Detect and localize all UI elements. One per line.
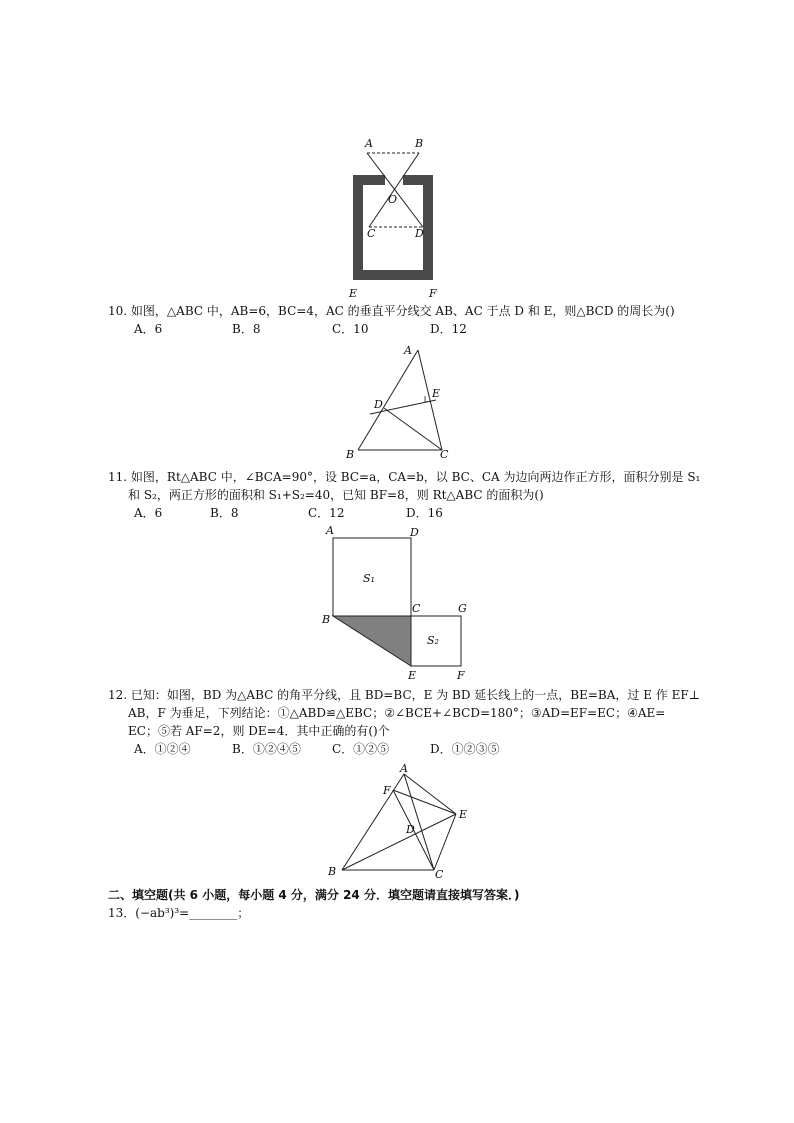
q12-label-F: F (383, 784, 391, 797)
q10-option-a: A．6 (134, 322, 163, 336)
q10-figure (340, 342, 460, 462)
q12-line1 (108, 687, 700, 704)
q10-label-D: D (374, 398, 383, 411)
q10-option-c: C．10 (332, 322, 369, 336)
q11-option-a: A．6 (134, 506, 163, 520)
figure-u-frame (335, 135, 455, 303)
q12-options (134, 741, 534, 758)
label-E: E (349, 287, 358, 300)
label-F: F (429, 287, 437, 300)
q10-label-A: A (404, 344, 412, 357)
q11-label-S1: S₁ (363, 572, 375, 585)
q10-label-C: C (440, 448, 449, 461)
q11-line1 (108, 469, 700, 486)
label-C: C (367, 227, 376, 240)
q12-stem-1: 已知：如图，BD 为△ABC 的角平分线，且 BD=BC，E 为 BD 延长线上的一点，BE=BA，过 E 作 EF⊥ (130, 688, 700, 702)
q13-text: 13．(−ab³)³=________； (108, 906, 250, 920)
q12-label-C: C (435, 868, 444, 881)
q11-label-D: D (410, 526, 419, 539)
q12-label-E: E (459, 808, 468, 821)
q12-option-b: B．①②④⑤ (232, 742, 301, 756)
q12-option-c: C．①②⑤ (332, 742, 390, 756)
q11-stem-2: 和 S₂，两正方形的面积和 S₁+S₂=40，已知 BF=8，则 Rt△ABC 的面积为() (128, 488, 544, 502)
q11-label-B: B (322, 613, 331, 626)
q10-label-E: E (432, 387, 441, 400)
q12-stem-3: EC；⑤若 AF=2，则 DE=4．其中正确的有()个 (128, 724, 390, 738)
q11-option-b: B．8 (210, 506, 239, 520)
q10-number: 10. (108, 304, 128, 318)
q12-label-A: A (400, 762, 408, 775)
q11-options (134, 505, 534, 522)
q12-line3 (128, 723, 390, 740)
label-A: A (365, 137, 373, 150)
q11-label-G: G (458, 602, 467, 615)
q10-label-B: B (346, 448, 355, 461)
q11-label-A: A (326, 524, 334, 537)
q10-stem: 如图，△ABC 中，AB=6，BC=4，AC 的垂直平分线交 AB、AC 于点 D 和 E，则△BCD 的周长为() (130, 304, 675, 318)
q11-number: 11. (108, 470, 128, 484)
q12-figure (322, 762, 472, 882)
q11-option-c: C．12 (308, 506, 345, 520)
q12-label-B: B (328, 865, 337, 878)
q12-line2 (128, 705, 665, 722)
q12-label-D: D (406, 823, 415, 836)
label-B: B (415, 137, 424, 150)
q12-option-a: A．①②④ (134, 742, 191, 756)
q10-options (134, 321, 534, 338)
label-D: D (415, 227, 424, 240)
q11-label-C: C (412, 602, 421, 615)
q11-label-F: F (457, 669, 465, 682)
q12-number: 12. (108, 688, 128, 702)
q11-stem-1: 如图，Rt△ABC 中，∠BCA=90°，设 BC=a，CA=b，以 BC、CA 为边向两边作正方形，面积分别是 S₁ (130, 470, 701, 484)
q12-option-d: D．①②③⑤ (430, 742, 500, 756)
q11-label-S2: S₂ (427, 634, 439, 647)
q11-option-d: D．16 (406, 506, 443, 520)
q12-stem-2: AB，F 为垂足，下列结论：①△ABD≌△EBC；②∠BCE+∠BCD=180°；③AD=EF=EC；④AE= (128, 706, 666, 720)
q11-figure (320, 523, 480, 683)
q10-option-b: B．8 (232, 322, 261, 336)
section-2-heading: 二、填空题(共 6 小题，每小题 4 分，满分 24 分．填空题请直接填写答案．) (108, 888, 520, 902)
q10-text (108, 303, 675, 320)
q10-option-d: D．12 (430, 322, 467, 336)
q11-label-E: E (408, 669, 417, 682)
label-O: O (388, 193, 398, 206)
q11-line2 (128, 487, 544, 504)
